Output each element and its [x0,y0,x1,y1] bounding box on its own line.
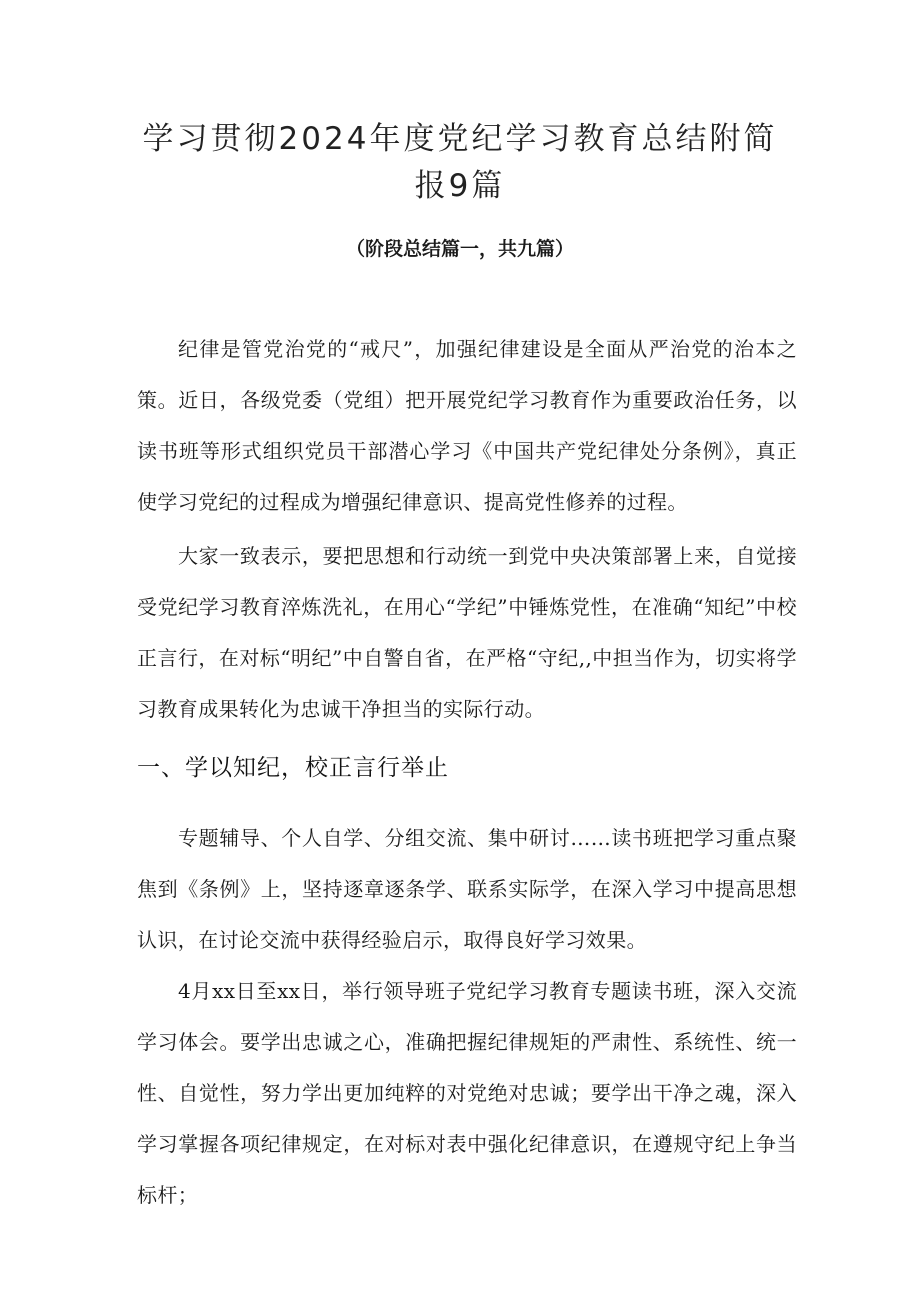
paragraph-intro: 纪律是管党治党的“戒尺”，加强纪律建设是全面从严治党的治本之策。近日，各级党委（党组）把开展党纪学习教育作为重要政治任务，以读书班等形式组织党员干部潜心学习《中国共产党纪律处分条例》，真正使学习党纪的过程成为增强纪律意识、提高党性修养的过程。 [137,337,797,514]
section-heading: 一、学以知纪，校正言行举止 [137,755,449,781]
section-paragraph-study-methods: 专题辅导、个人自学、分组交流、集中研讨……读书班把学习重点聚焦到《条例》上，坚持逐章逐条学、联系实际学，在深入学习中提高思想认识，在讨论交流中获得经验启示，取得良好学习效果。 [137,826,797,952]
paragraph-consensus: 大家一致表示，要把思想和行动统一到党中央决策部署上来，自觉接受党纪学习教育淬炼洗礼，在用心“学纪”中锤炼党性，在准确“知纪”中校正言行，在对标“明纪”中自警自省，在严格“守纪,,中担当作为，切实将学习教育成果转化为忠诚干净担当的实际行动。 [137,544,797,721]
document-title-line-2: 报9篇 [414,168,506,204]
section-paragraph-reading-class: 4月xx日至xx日，举行领导班子党纪学习教育专题读书班，深入交流学习体会。要学出忠诚之心，准确把握纪律规矩的严肃性、系统性、统一性、自觉性，努力学出更加纯粹的对党绝对忠诚；要学出干净之魂，深入学习掌握各项纪律规定，在对标对表中强化纪律意识，在遵规守纪上争当标杆； [137,979,797,1207]
document-subtitle: （阶段总结篇一，共九篇） [345,238,574,260]
document-title-line-1: 学习贯彻2024年度党纪学习教育总结附简 [142,121,778,157]
